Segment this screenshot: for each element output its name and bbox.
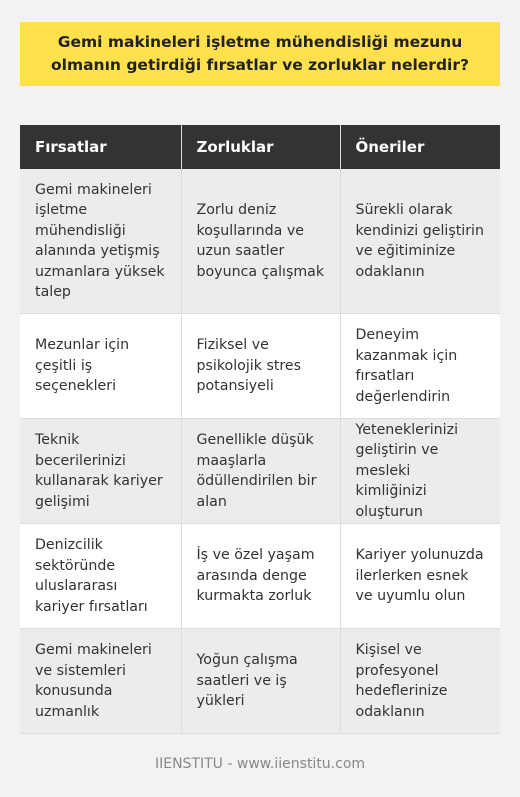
footer-credit: IIENSTITU - www.iienstitu.com — [154, 756, 366, 772]
table-cell: Yoğun çalışma saatleri ve iş yükleri — [181, 629, 340, 734]
table-cell: Fiziksel ve psikolojik stres potansiyeli — [181, 314, 340, 419]
table-cell: Yeteneklerinizi geliştirin ve mesleki kimliğinizi oluşturun — [340, 419, 500, 524]
table-row — [20, 314, 500, 419]
table-header-row — [20, 125, 500, 169]
table-row — [20, 524, 500, 629]
table-cell: İş ve özel yaşam arasında denge kurmakta zorluk — [181, 524, 340, 629]
table-row — [20, 629, 500, 734]
table-cell: Gemi makineleri ve sistemleri konusunda uzmanlık — [20, 629, 181, 734]
header-firsatlar: Fırsatlar — [20, 125, 181, 169]
comparison-table — [20, 125, 500, 734]
header-oneriler: Öneriler — [340, 125, 500, 169]
table-cell: Teknik becerilerinizi kullanarak kariyer gelişimi — [20, 419, 181, 524]
table-cell: Sürekli olarak kendinizi geliştirin ve eğitiminize odaklanın — [340, 169, 500, 314]
table-cell: Denizcilik sektöründe uluslararası kariyer fırsatları — [20, 524, 181, 629]
title-banner — [20, 22, 500, 86]
table-row — [20, 169, 500, 314]
table-row — [20, 419, 500, 524]
table-cell: Mezunlar için çeşitli iş seçenekleri — [20, 314, 181, 419]
table-cell: Gemi makineleri işletme mühendisliği alanında yetişmiş uzmanlara yüksek talep — [20, 169, 181, 314]
table-cell: Zorlu deniz koşullarında ve uzun saatler boyunca çalışmak — [181, 169, 340, 314]
table-cell: Genellikle düşük maaşlarla ödüllendirilen bir alan — [181, 419, 340, 524]
page-title: Gemi makineleri işletme mühendisliği mezunu olmanın getirdiği fırsatlar ve zorluklar nelerdir? — [50, 33, 469, 74]
table-cell: Deneyim kazanmak için fırsatları değerlendirin — [340, 314, 500, 419]
header-zorluklar: Zorluklar — [181, 125, 340, 169]
table-cell: Kariyer yolunuzda ilerlerken esnek ve uyumlu olun — [340, 524, 500, 629]
table-cell: Kişisel ve profesyonel hedeflerinize odaklanın — [340, 629, 500, 734]
